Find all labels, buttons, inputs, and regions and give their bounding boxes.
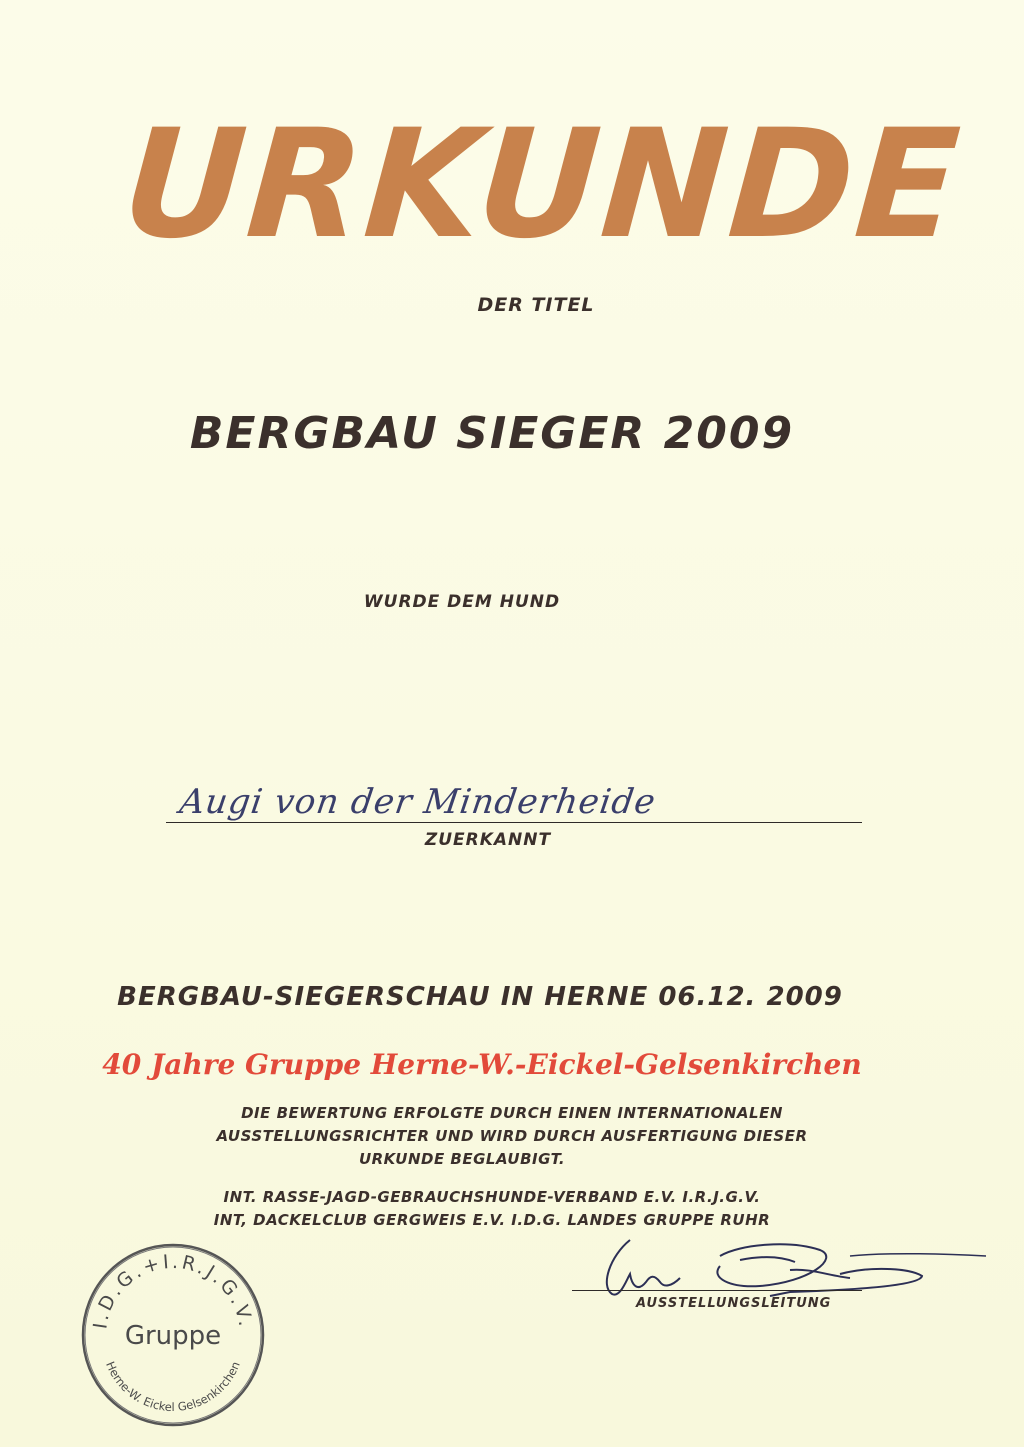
body-line-1: DIE BEWERTUNG ERFOLGTE DURCH EINEN INTERNATIONALEN xyxy=(241,1104,783,1122)
organization-line-1: INT. RASSE-JAGD-GEBRAUCHSHUNDE-VERBAND E.V. I.R.J.G.V. xyxy=(223,1188,761,1206)
certificate-title: URKUNDE xyxy=(117,98,967,272)
svg-text:I.D.G.+I.R.J.G.V.: I.D.G.+I.R.J.G.V. xyxy=(89,1250,257,1331)
title-intro: DER TITEL xyxy=(477,294,595,316)
signature-mark xyxy=(590,1226,990,1306)
recipient-intro: WURDE DEM HUND xyxy=(363,592,561,612)
stamp-center-text: Gruppe xyxy=(124,1321,222,1351)
dog-name-handwritten: Augi von der Minderheide xyxy=(177,782,659,822)
organization-line-2: INT, DACKELCLUB GERGWEIS E.V. I.D.G. LANDES GRUPPE RUHR xyxy=(213,1211,771,1229)
body-line-2: AUSSTELLUNGSRICHTER UND WIRD DURCH AUSFERTIGUNG DIESER xyxy=(216,1127,808,1145)
body-line-3: URKUNDE BEGLAUBIGT. xyxy=(358,1150,566,1168)
seal-stamp xyxy=(78,1240,268,1430)
signature-line xyxy=(572,1290,862,1291)
awarded-label: ZUERKANNT xyxy=(424,830,552,850)
dog-name-line xyxy=(166,822,862,823)
signature-label: AUSSTELLUNGSLEITUNG xyxy=(636,1296,832,1311)
svg-text:Herne-W. Eickel Gelsenkirchen: Herne-W. Eickel Gelsenkirchen xyxy=(103,1359,243,1415)
event-line: BERGBAU-SIEGERSCHAU IN HERNE 06.12. 2009 xyxy=(117,982,843,1012)
award-title: BERGBAU SIEGER 2009 xyxy=(189,408,795,459)
anniversary-line: 40 Jahre Gruppe Herne-W.-Eickel-Gelsenkirchen xyxy=(102,1048,862,1081)
